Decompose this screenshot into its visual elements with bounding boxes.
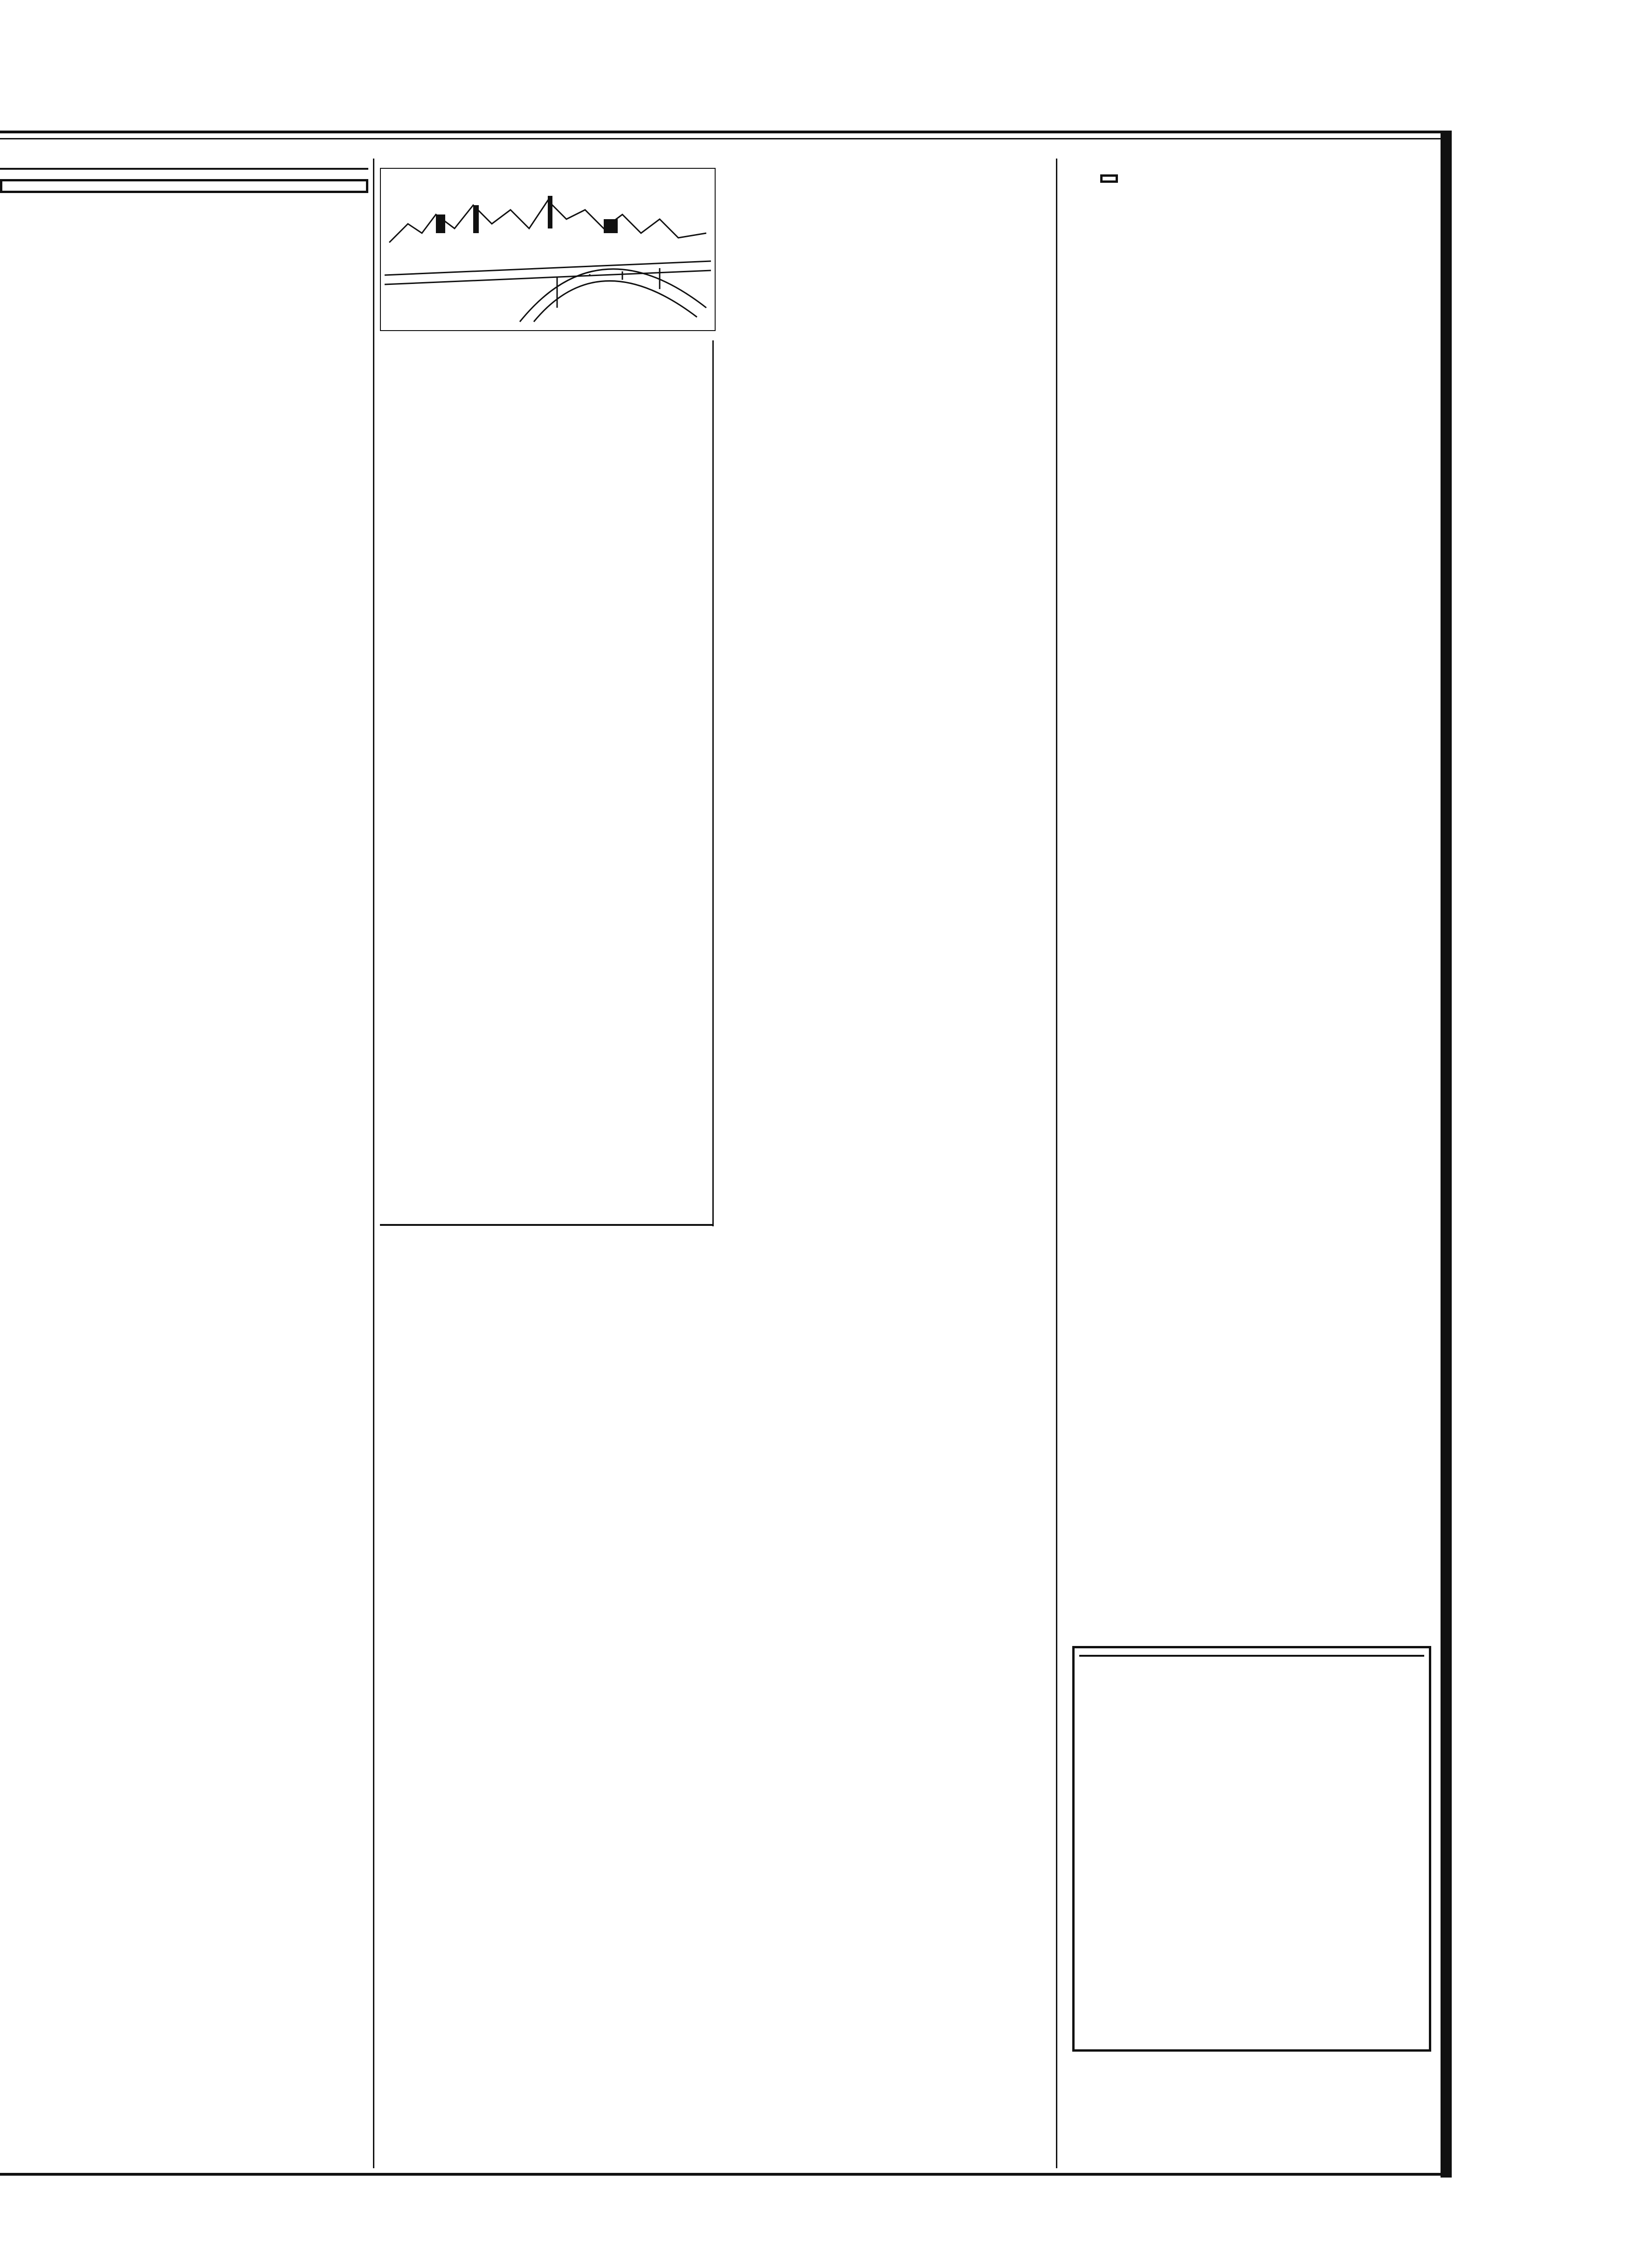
ad-ourivesaria xyxy=(0,179,368,193)
right-border xyxy=(1441,131,1452,2178)
campiao-cities xyxy=(1079,1655,1424,1660)
lotaria-section xyxy=(1068,863,1436,1627)
porto-bridge-illustration xyxy=(380,168,716,331)
ad-campiao xyxy=(1072,1646,1431,2052)
col-divider xyxy=(1056,159,1057,2168)
col-divider xyxy=(373,159,374,2168)
bombaim-article xyxy=(380,1231,711,2168)
em-3-linhas xyxy=(1068,168,1436,858)
porto-column-b xyxy=(720,333,1051,2171)
col-divider xyxy=(712,340,714,1226)
section-rule xyxy=(380,1224,713,1226)
column-relacoes xyxy=(0,159,368,2168)
top-rule xyxy=(0,131,1445,133)
bottom-rule xyxy=(0,2173,1452,2176)
top-rule-2 xyxy=(0,138,1445,139)
linhas-title xyxy=(1100,174,1118,183)
masthead xyxy=(0,70,1641,131)
porto-column-a xyxy=(380,340,706,1217)
porto-banner xyxy=(380,168,1051,331)
